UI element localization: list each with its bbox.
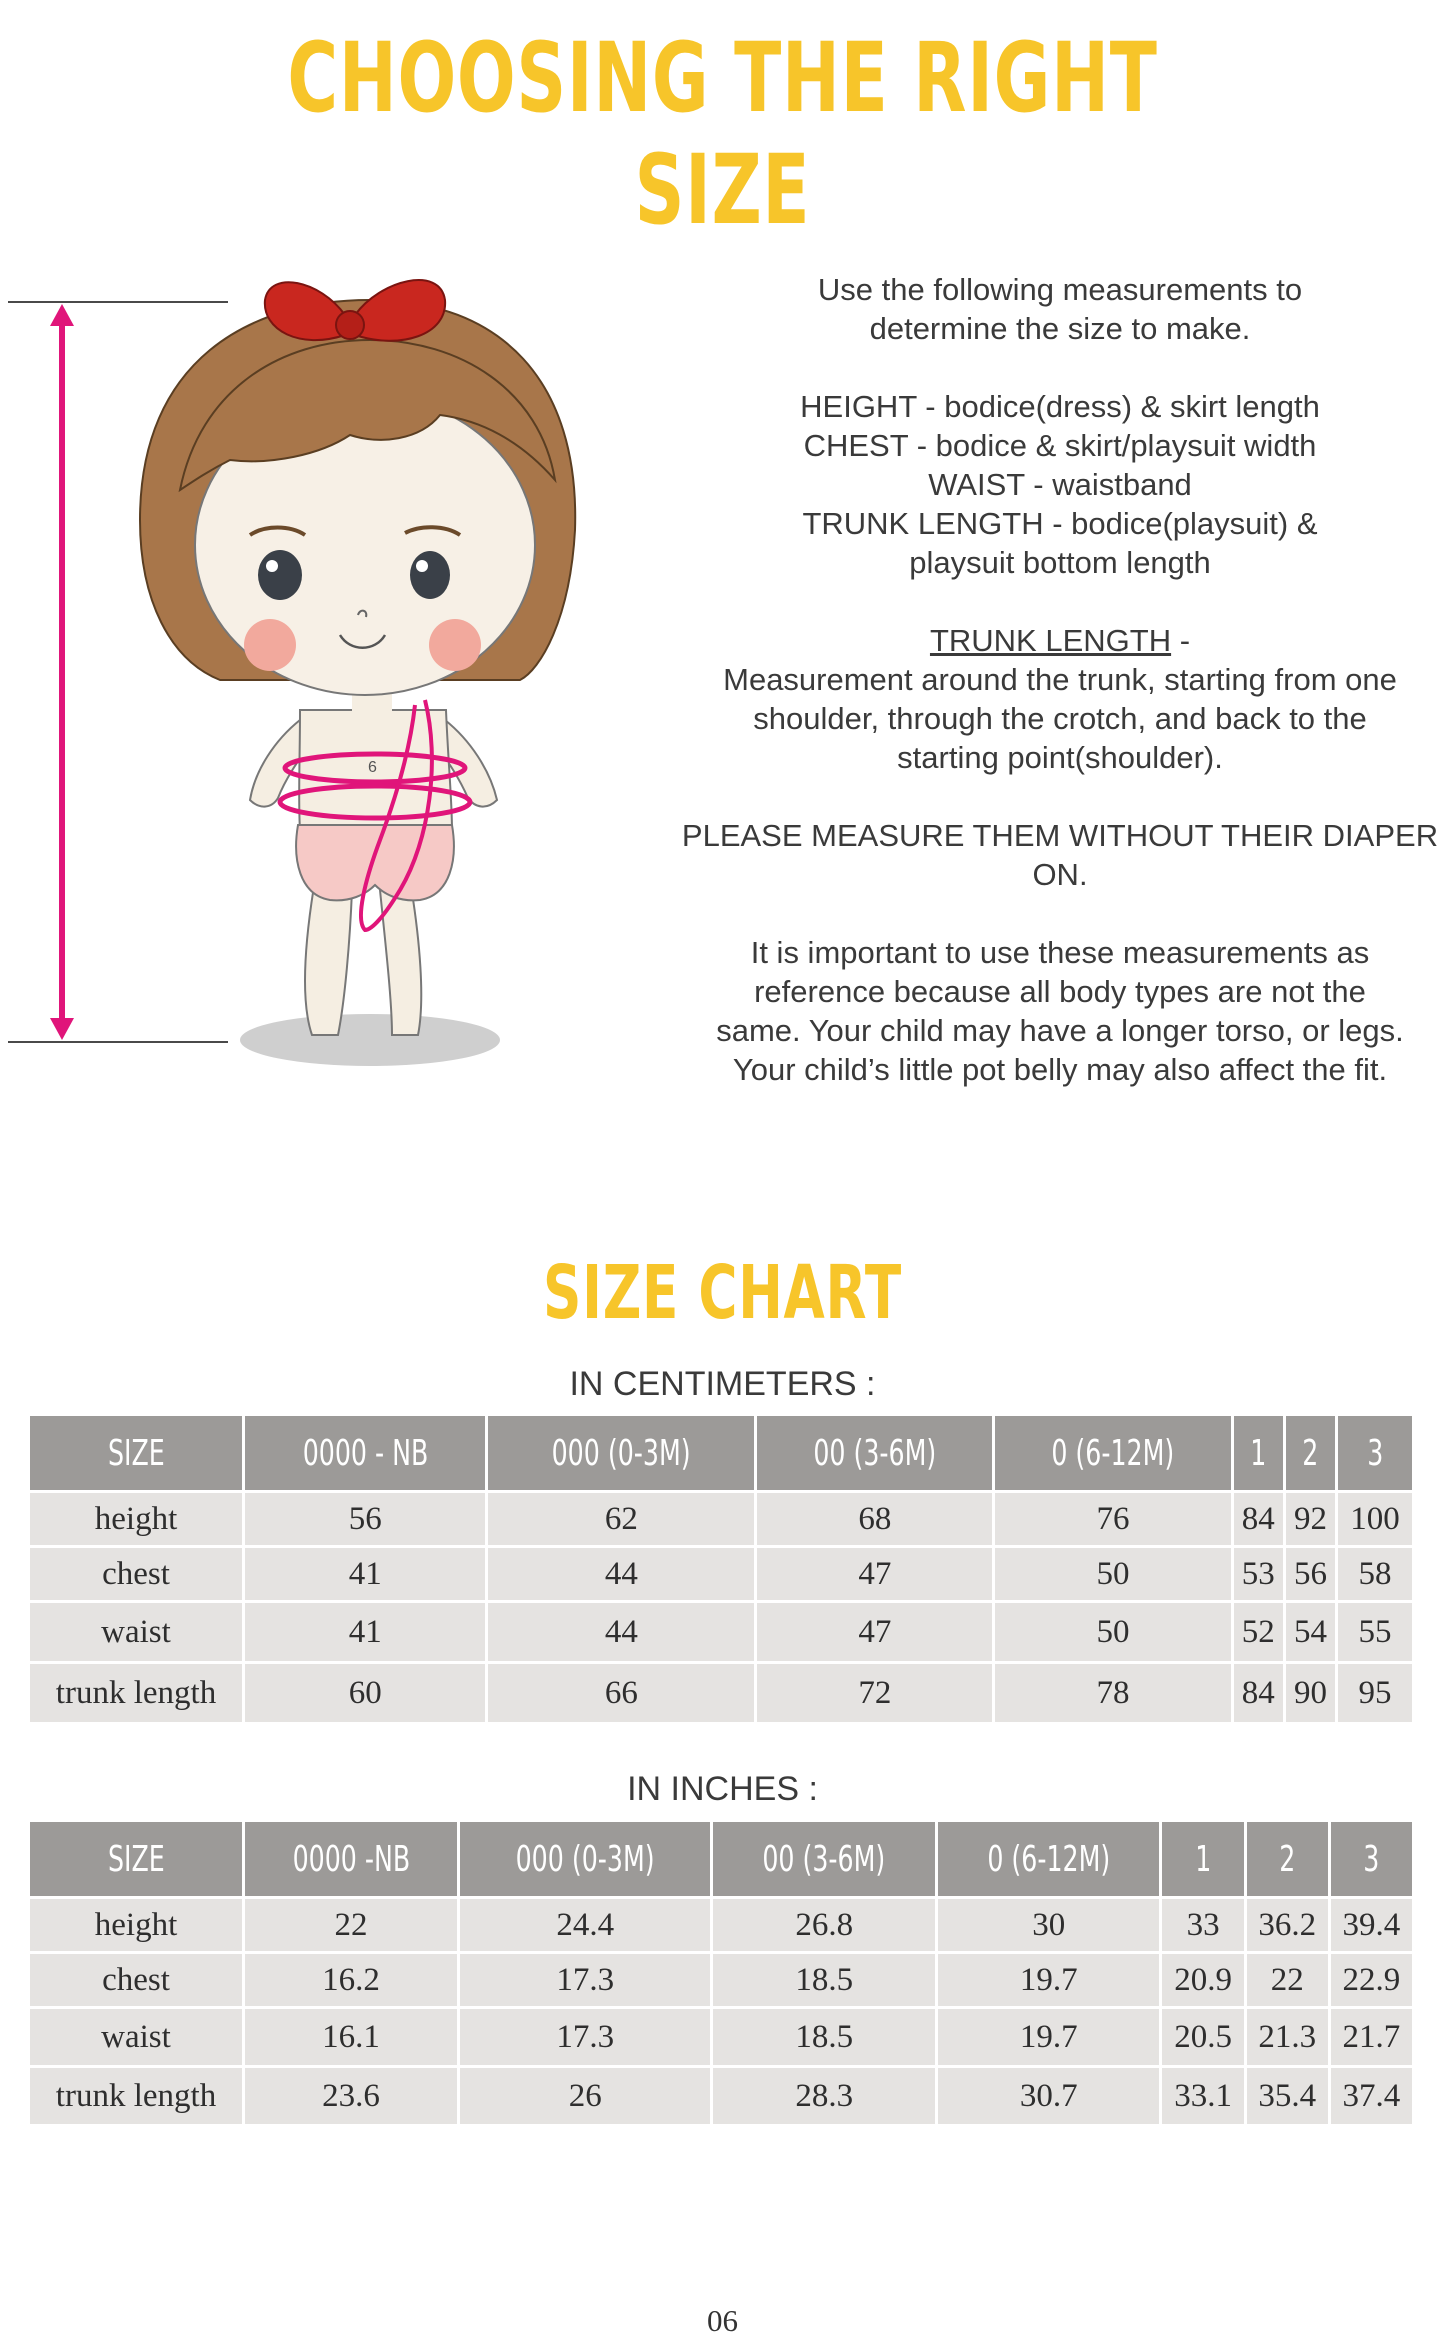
table-cell: 44 [488, 1603, 754, 1661]
row-label: chest [30, 1954, 242, 2006]
table-cell: 24.4 [460, 1899, 710, 1951]
table-cell: 47 [757, 1603, 992, 1661]
row-label: trunk length [30, 2068, 242, 2124]
table-cell: 56 [245, 1493, 485, 1545]
table-cell: 26.8 [713, 1899, 935, 1951]
centimeters-label: IN CENTIMETERS : [569, 1365, 876, 1403]
trunk-length-dash: - [1171, 623, 1191, 658]
note-line-1: It is important to use these measurements as [750, 935, 1370, 970]
table-header-row [30, 1822, 1412, 1896]
table-row [30, 1899, 1412, 1951]
table-header-row [30, 1416, 1412, 1490]
header-cell: 2 [1286, 1416, 1335, 1490]
table-cell: 90 [1286, 1664, 1335, 1722]
mapping-line-4: TRUNK LENGTH - bodice(playsuit) & [802, 506, 1318, 541]
table-cell: 53 [1234, 1548, 1283, 1600]
header-cell: 000 (0-3M) [460, 1822, 710, 1896]
table-cell: 17.3 [460, 2009, 710, 2065]
header-cell: 1 [1162, 1822, 1243, 1896]
table-cell: 23.6 [245, 2068, 457, 2124]
right-eye [410, 551, 450, 599]
page-title: CHOOSING THE RIGHT SIZE [287, 22, 1158, 246]
trunk-line-3: starting point(shoulder). [897, 740, 1223, 775]
row-label: waist [30, 1603, 242, 1661]
figure-number: 6 [368, 759, 377, 776]
table-cell: 20.5 [1162, 2009, 1243, 2065]
left-eye [258, 550, 302, 600]
size-table-centimeters [27, 1413, 1415, 1725]
table-cell: 66 [488, 1664, 754, 1722]
table-cell: 44 [488, 1548, 754, 1600]
header-cell: 00 (3-6M) [757, 1416, 992, 1490]
row-label: waist [30, 2009, 242, 2065]
header-cell: 000 (0-3M) [488, 1416, 754, 1490]
trunk-line-1: Measurement around the trunk, starting from one [723, 662, 1397, 697]
table-cell: 19.7 [938, 1954, 1160, 2006]
table-cell: 76 [995, 1493, 1230, 1545]
table-cell: 56 [1286, 1548, 1335, 1600]
row-label: height [30, 1493, 242, 1545]
header-cell: 0 (6-12M) [995, 1416, 1230, 1490]
table-cell: 22 [245, 1899, 457, 1951]
mapping-line-1: HEIGHT - bodice(dress) & skirt length [800, 389, 1320, 424]
trunk-line-2: shoulder, through the crotch, and back to the [753, 701, 1367, 736]
table-row [30, 1603, 1412, 1661]
table-cell: 55 [1338, 1603, 1412, 1661]
table-cell: 50 [995, 1548, 1230, 1600]
mapping-line-2: CHEST - bodice & skirt/playsuit width [803, 428, 1317, 463]
table-cell: 18.5 [713, 2009, 935, 2065]
table-row [30, 1954, 1412, 2006]
mapping-line-5: playsuit bottom length [909, 545, 1211, 580]
note-line-2: reference because all body types are not the [754, 974, 1366, 1009]
page-number: 06 [707, 2303, 738, 2338]
table-cell: 33 [1162, 1899, 1243, 1951]
size-table-inches [27, 1819, 1415, 2127]
size-chart-title: SIZE CHART [543, 1250, 902, 1336]
height-arrow-top-icon [50, 304, 74, 326]
table-cell: 28.3 [713, 2068, 935, 2124]
right-cheek [429, 619, 481, 671]
table-cell: 92 [1286, 1493, 1335, 1545]
table-row [30, 2068, 1412, 2124]
table-cell: 78 [995, 1664, 1230, 1722]
table-cell: 22.9 [1331, 1954, 1412, 2006]
row-label: trunk length [30, 1664, 242, 1722]
table-cell: 19.7 [938, 2009, 1160, 2065]
intro-line-2: determine the size to make. [869, 311, 1251, 346]
height-arrow-bottom-icon [50, 1018, 74, 1040]
table-row [30, 1548, 1412, 1600]
table-cell: 30 [938, 1899, 1160, 1951]
trunk-length-heading: TRUNK LENGTH [929, 623, 1172, 658]
table-cell: 72 [757, 1664, 992, 1722]
table-cell: 62 [488, 1493, 754, 1545]
pink-bottom [296, 825, 454, 900]
table-cell: 22 [1247, 1954, 1328, 2006]
row-label: height [30, 1899, 242, 1951]
table-cell: 50 [995, 1603, 1230, 1661]
header-cell: 1 [1234, 1416, 1283, 1490]
table-cell: 54 [1286, 1603, 1335, 1661]
note-line-3: same. Your child may have a longer torso, or legs. [716, 1013, 1404, 1048]
table-cell: 16.2 [245, 1954, 457, 2006]
table-cell: 26 [460, 2068, 710, 2124]
table-cell: 36.2 [1247, 1899, 1328, 1951]
table-cell: 17.3 [460, 1954, 710, 2006]
mapping-line-3: WAIST - waistband [928, 467, 1192, 502]
table-cell: 52 [1234, 1603, 1283, 1661]
table-cell: 20.9 [1162, 1954, 1243, 2006]
header-cell: 0 (6-12M) [938, 1822, 1160, 1896]
child-illustration [0, 240, 600, 1100]
header-cell: SIZE [30, 1822, 242, 1896]
table-cell: 16.1 [245, 2009, 457, 2065]
table-cell: 41 [245, 1548, 485, 1600]
table-row [30, 2009, 1412, 2065]
shadow [240, 1014, 500, 1066]
table-cell: 47 [757, 1548, 992, 1600]
row-label: chest [30, 1548, 242, 1600]
table-cell: 58 [1338, 1548, 1412, 1600]
table-cell: 37.4 [1331, 2068, 1412, 2124]
table-cell: 84 [1234, 1664, 1283, 1722]
diaper-note: PLEASE MEASURE THEM WITHOUT THEIR DIAPER ON. [681, 818, 1439, 892]
header-cell: 00 (3-6M) [713, 1822, 935, 1896]
table-cell: 68 [757, 1493, 992, 1545]
measurement-instructions [680, 270, 1440, 1128]
table-cell: 95 [1338, 1664, 1412, 1722]
table-cell: 84 [1234, 1493, 1283, 1545]
header-cell: 3 [1331, 1822, 1412, 1896]
table-cell: 30.7 [938, 2068, 1160, 2124]
header-cell: 2 [1247, 1822, 1328, 1896]
header-cell: 0000 -NB [245, 1822, 457, 1896]
table-cell: 41 [245, 1603, 485, 1661]
header-cell: 3 [1338, 1416, 1412, 1490]
note-line-4: Your child’s little pot belly may also affect the fit. [732, 1052, 1388, 1087]
table-cell: 18.5 [713, 1954, 935, 2006]
table-cell: 35.4 [1247, 2068, 1328, 2124]
intro-line-1: Use the following measurements to [817, 272, 1303, 307]
table-cell: 100 [1338, 1493, 1412, 1545]
header-cell: SIZE [30, 1416, 242, 1490]
table-cell: 21.7 [1331, 2009, 1412, 2065]
table-cell: 33.1 [1162, 2068, 1243, 2124]
table-row [30, 1493, 1412, 1545]
table-cell: 60 [245, 1664, 485, 1722]
table-cell: 39.4 [1331, 1899, 1412, 1951]
header-cell: 0000 - NB [245, 1416, 485, 1490]
table-cell: 21.3 [1247, 2009, 1328, 2065]
inches-label: IN INCHES : [627, 1770, 818, 1808]
table-row [30, 1664, 1412, 1722]
left-cheek [244, 619, 296, 671]
